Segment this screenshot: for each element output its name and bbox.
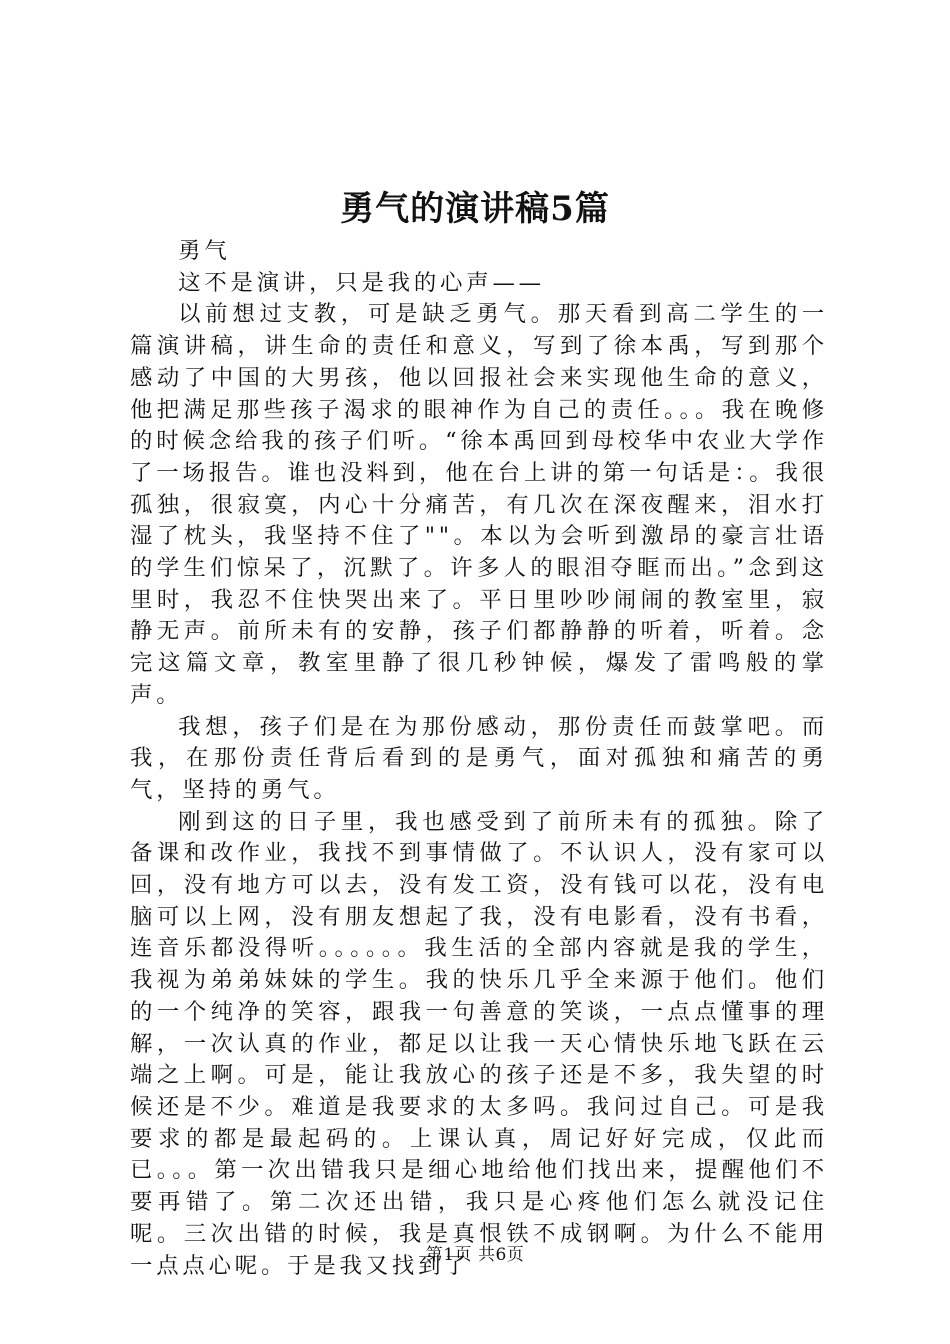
document-title: 勇气的演讲稿5篇: [340, 189, 610, 229]
paragraph: 刚到这的日子里，我也感受到了前所未有的孤独。除了备课和改作业，我找不到事情做了。不认识人，没有家可以回，没有地方可以去，没有发工资，没有钱可以花，没有电脑可以上网，没有朋友想起了我，没有电影看，没有书看，连音乐都没得听。。。。。。我生活的全部内容就是我的学生，我视为弟弟妹妹的学生。我的快乐几乎全来源于他们。他们的一个纯净的笑容，跟我一句善意的笑谈，一点点懂事的理解，一次认真的作业，都足以让我一天心情快乐地飞跃在云端之上啊。可是，能让我放心的孩子还是不多，我失望的时候还是不少。难道是我要求的太多吗。我问过自己。可是我要求的都是最起码的。上课认真，周记好好完成，仅此而已。。。第一次出错我只是细心地给他们找出来，提醒他们不要再错了。第二次还出错，我只是心疼他们怎么就没记住呢。三次出错的时候，我是真恨铁不成钢啊。为什么不能用一点点心呢。于是我又找到了: [130, 808, 828, 1279]
paragraph: 这不是演讲，只是我的心声——: [178, 269, 545, 296]
document-body: [130, 236, 828, 1282]
paragraph: 以前想过支教，可是缺乏勇气。那天看到高二学生的一篇演讲稿，讲生命的责任和意义，写到了徐本禹，写到那个感动了中国的大男孩，他以回报社会来实现他生命的意义，他把满足那些孩子渴求的眼神作为自己的责任。。。我在晚修的时候念给我的孩子们听。“徐本禹回到母校华中农业大学作了一场报告。谁也没料到，他在台上讲的第一句话是：。我很孤独，很寂寞，内心十分痛苦，有几次在深夜醒来，泪水打湿了枕头，我坚持不住了""。本以为会听到激昂的豪言壮语的学生们惊呆了，沉默了。许多人的眼泪夺眶而出。”念到这里时，我忍不住快哭出来了。平日里吵吵闹闹的教室里，寂静无声。前所未有的安静，孩子们都静静的听着，听着。念完这篇文章，教室里静了很几秒钟候，爆发了雷鸣般的掌声。: [130, 301, 828, 708]
page-number-footer: 第1页 共6页: [425, 1245, 525, 1265]
paragraph: 我想，孩子们是在为那份感动，那份责任而鼓掌吧。而我，在那份责任背后看到的是勇气，面对孤独和痛苦的勇气，坚持的勇气。: [130, 713, 828, 803]
paragraph: 勇气: [178, 238, 231, 264]
